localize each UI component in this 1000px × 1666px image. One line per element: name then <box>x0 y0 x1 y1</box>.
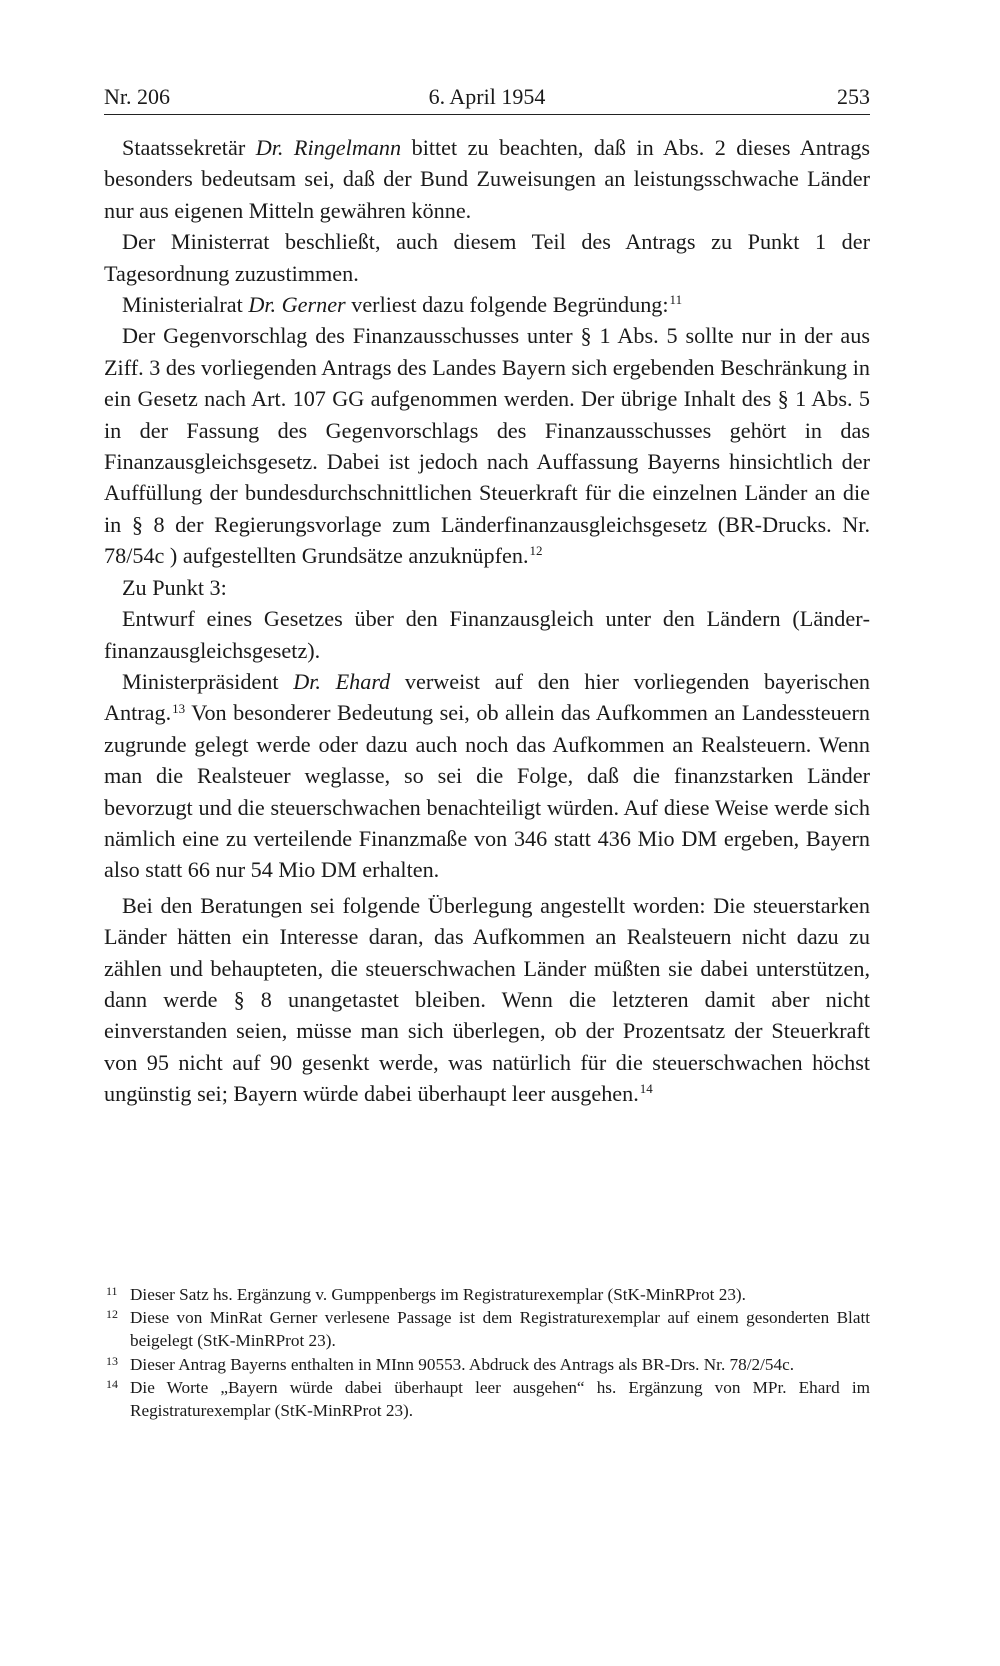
footnote-number: 13 <box>106 1353 118 1368</box>
paragraph <box>104 572 870 603</box>
paragraph-text: verweist auf den hier vorliegenden bayerischen Antrag. <box>104 668 871 726</box>
paragraph-text: Staatssekretär <box>122 135 256 160</box>
paragraph-text: Ministerpräsident <box>122 668 294 694</box>
footnote-number: 12 <box>106 1307 118 1322</box>
paragraph <box>104 890 870 1110</box>
paragraph-text: verliest dazu folgende Begründung: <box>345 292 669 318</box>
footnote-reference[interactable]: 13 <box>172 700 186 716</box>
paragraph-text: Zu Punkt 3: <box>122 574 227 600</box>
footnote <box>104 1283 870 1306</box>
footnote-reference[interactable]: 11 <box>669 292 683 308</box>
footnotes-section <box>104 1283 870 1422</box>
footnote-number: 11 <box>106 1284 118 1298</box>
footnote <box>104 1306 870 1352</box>
speaker-name: Dr. Gerner <box>248 292 346 318</box>
footnote <box>104 1353 870 1376</box>
page-number: 253 <box>837 84 870 109</box>
paragraph-text: bittet zu beachten, daß in Abs. 2 dieses Antrags besonders bedeutsam sei, daß der Bund Zuweisungen an leistungsschwache Länder nur aus eigenen Mitteln gewähren könne. <box>104 135 870 223</box>
footnote-number: 14 <box>106 1376 118 1391</box>
paragraph <box>104 289 870 320</box>
paragraph-text: Von besonderer Bedeutung sei, ob allein das Aufkommen an Landessteuern zugrunde gelegt werde oder dazu auch noch das Aufkommen an Realsteuern. Wenn man die Realsteuer weglasse, so sei die Folge, daß die finanzstarken Länder bevorzugt und die steuerschwachen benachteiligt würden. Auf diese Weise werde sich nämlich eine zu verteilende Finanzmaße von 346 statt 436 Mio DM ergeben, Bayern also statt 66 nur 54 Mio DM erhalten. <box>104 700 870 883</box>
paragraph-text: Bei den Beratungen sei folgende Überlegung angestellt worden: Die steuerstarken Länder hätten ein Interesse daran, das Aufkommen an Realsteuern nicht dazu zu zählen und behaupteten, die steuerschwachen Länder müßten sie dabei unterstützen, dann werde § 8 unangetastet bleiben. Wenn die letzteren damit aber nicht einverstanden seien, müsse man sich überlegen, ob der Prozentsatz der Steuerkraft von 95 nicht auf 90 gesenkt werde, was natürlich für die steuerschwachen höchst ungünstig sei; Bayern würde dabei überhaupt leer ausgehen. <box>104 892 870 1107</box>
paragraph-text: Der Gegenvorschlag des Finanzausschusses unter § 1 Abs. 5 sollte nur in der aus Ziff. 3 des vorliegenden Antrags des Landes Bayern sich ergebenden Beschränkung in ein Gesetz nach Art. 107 GG aufgenommen werden. Der übrige Inhalt des § 1 Abs. 5 in der Fassung des Gegenvorschlags des Finanzausschusses gehört in das Finanzausgleichsgesetz. Dabei ist jedoch nach Auffassung Bayerns hinsichtlich der Auffüllung der bundesdurchschnittlichen Steuerkraft für die einzelnen Länder an die in § 8 der Regierungsvorlage zum Länderfinanzausgleichsgesetz (BR-Drucks. Nr. 78/54c ) aufgestellten Grundsätze anzuknüpfen. <box>104 323 870 569</box>
paragraph <box>104 320 870 571</box>
footnote <box>104 1376 870 1422</box>
paragraph-text: Ministerialrat <box>122 292 249 318</box>
footnote-reference[interactable]: 14 <box>639 1081 653 1097</box>
body-text <box>104 132 870 1110</box>
paragraph-text: Entwurf eines Gesetzes über den Finanzausgleich unter den Ländern (Länderfinanzausgleichsgesetz). <box>104 606 870 663</box>
paragraph <box>104 666 870 886</box>
book-page <box>104 78 870 1110</box>
footnote-text: Diese von MinRat Gerner verlesene Passage ist dem Registraturexemplar auf einem gesonderten Blatt beigelegt (StK-MinRProt 23). <box>130 1308 870 1351</box>
paragraph <box>104 603 870 666</box>
speaker-name: Dr. Ehard <box>293 668 391 694</box>
footnote-text: Dieser Antrag Bayerns enthalten in MInn 90553. Abdruck des Antrags als BR-Drs. Nr. 78/2/54c. <box>130 1354 794 1374</box>
document-number: Nr. 206 <box>104 84 170 109</box>
running-head <box>104 78 870 115</box>
session-date: 6. April 1954 <box>428 84 546 109</box>
paragraph-text: Der Ministerrat beschließt, auch diesem Teil des Antrags zu Punkt 1 der Tagesordnung zuzustimmen. <box>104 229 870 286</box>
speaker-name: Dr. Ringelmann <box>255 135 402 160</box>
footnote-text: Die Worte „Bayern würde dabei überhaupt leer ausgehen“ hs. Ergänzung von MPr. Ehard im Registraturexemplar (StK-MinRProt 23). <box>130 1377 870 1421</box>
footnote-reference[interactable]: 12 <box>529 543 543 559</box>
paragraph <box>104 132 870 226</box>
paragraph <box>104 226 870 289</box>
footnote-text: Dieser Satz hs. Ergänzung v. Gumppenbergs im Registraturexemplar (StK-MinRProt 23). <box>130 1285 746 1304</box>
